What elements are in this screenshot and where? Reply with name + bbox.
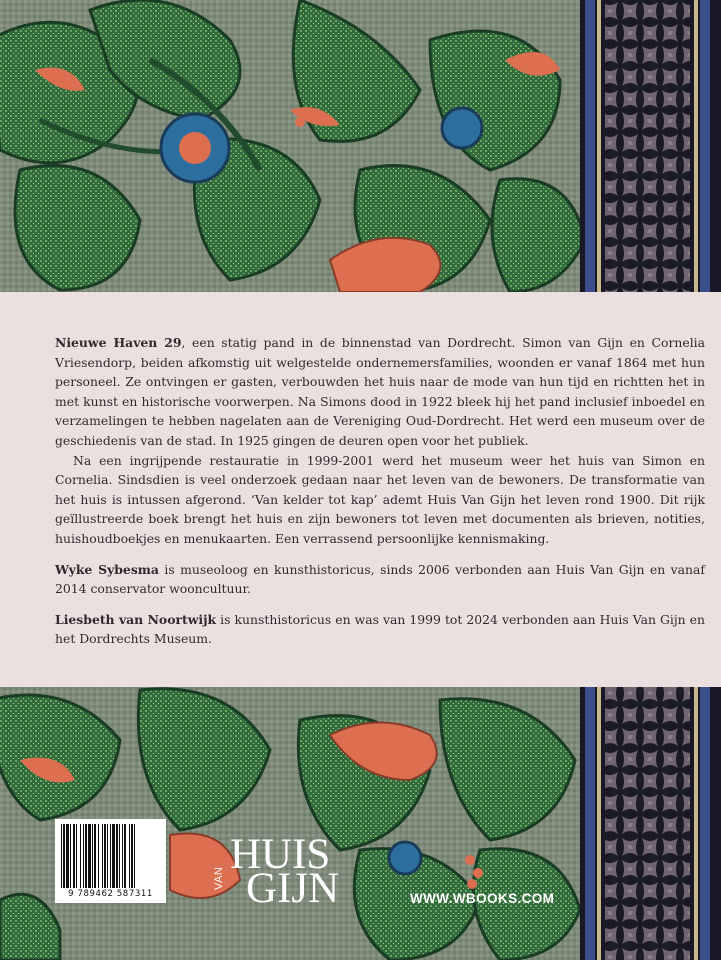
barcode-bar [83,824,84,888]
author-name-van-noortwijk: Liesbeth van Noortwijk [55,611,217,627]
address-heading: Nieuwe Haven 29 [55,335,182,350]
barcode-bar [66,824,69,888]
isbn-barcode [55,819,166,903]
logo-word-huis: HUIS [230,831,331,878]
barcode-bar [92,824,93,888]
barcode-bar [119,824,120,888]
barcode-bar [88,824,91,888]
barcode-bar [70,824,71,888]
barcode-bar [63,824,65,888]
logo-word-gijn: GIJN [246,865,340,912]
isbn-number: 9 789462 587311 [68,889,153,899]
huis-van-gijn-logo [213,831,352,916]
publisher-url: WWW.WBOOKS.COM [410,891,555,906]
author-bio-van-noortwijk [55,610,705,649]
barcode-bar [85,824,87,888]
blurb-paragraph-2 [55,451,705,549]
barcode-bar [61,824,62,888]
barcode-bar [80,824,81,888]
blurb-paragraph-1 [55,333,705,451]
barcode-bar [98,824,99,888]
barcode-bar [104,824,106,888]
paragraph-2-text: Na een ingrijpende restauratie in 1999-2001 werd het museum weer het huis van Simon en Cornelia. Sindsdien is veel onderzoek gedaan naar het leven van de bewoners. De transformatie van het huis is intussen afgerond. ‘Van kelder tot kap’ ademt Huis Van Gijn het leven rond 1900. Dit rijk geïllustreerde boek brengt het huis en zijn bewoners tot leven met documenten als brieven, notities, huishoudboekjes en menukaarten. Een verrassend persoonlijke kennismaking. [55,452,705,546]
barcode-bar [102,824,103,888]
blurb-panel [0,292,721,687]
paragraph-1-text: , een statig pand in de binnenstad van Dordrecht. Simon van Gijn en Cornelia Vriesendorp, beiden afkomstig uit welgestelde ondernemersfamilies, woonden er vanaf 1864 met hun personeel. Ze ontvingen er gasten, verbouwden het huis naar de mode van hun tijd en richtten het in met kunst en historische voorwerpen. Na Simons dood in 1922 bleek hij het pand inclusief inboedel en verzamelingen te hebben nagelaten aan de Vereniging Oud-Dordrecht. Het werd een museum over de geschiedenis van de stad. In 1925 gingen de deuren open voor het publiek. [55,335,706,448]
barcode-bar [110,824,111,888]
barcode-bar [112,824,115,888]
barcode-bar [76,824,77,888]
barcode-bar [116,824,118,888]
barcode-bar [129,824,130,888]
logo-word-van: VAN [213,866,225,890]
author-name-sybesma: Wyke Sybesma [55,561,159,577]
barcode-bar [131,824,133,888]
author-bio-van-noortwijk-text: is kunsthistoricus en was van 1999 tot 2024 verbonden aan Huis Van Gijn en het Dordrechts Museum. [55,611,705,647]
author-bio-sybesma [55,560,705,599]
barcode-bar [73,824,75,888]
barcode-bar [124,824,126,888]
barcode-bar [134,824,135,888]
barcode-bar [122,824,123,888]
author-bio-sybesma-text: is museoloog en kunsthistoricus, sinds 2006 verbonden aan Huis Van Gijn en vanaf 2014 conservator wooncultuur. [55,561,705,597]
barcode-bars [59,824,162,888]
barcode-bar [94,824,96,888]
barcode-bar [107,824,108,888]
